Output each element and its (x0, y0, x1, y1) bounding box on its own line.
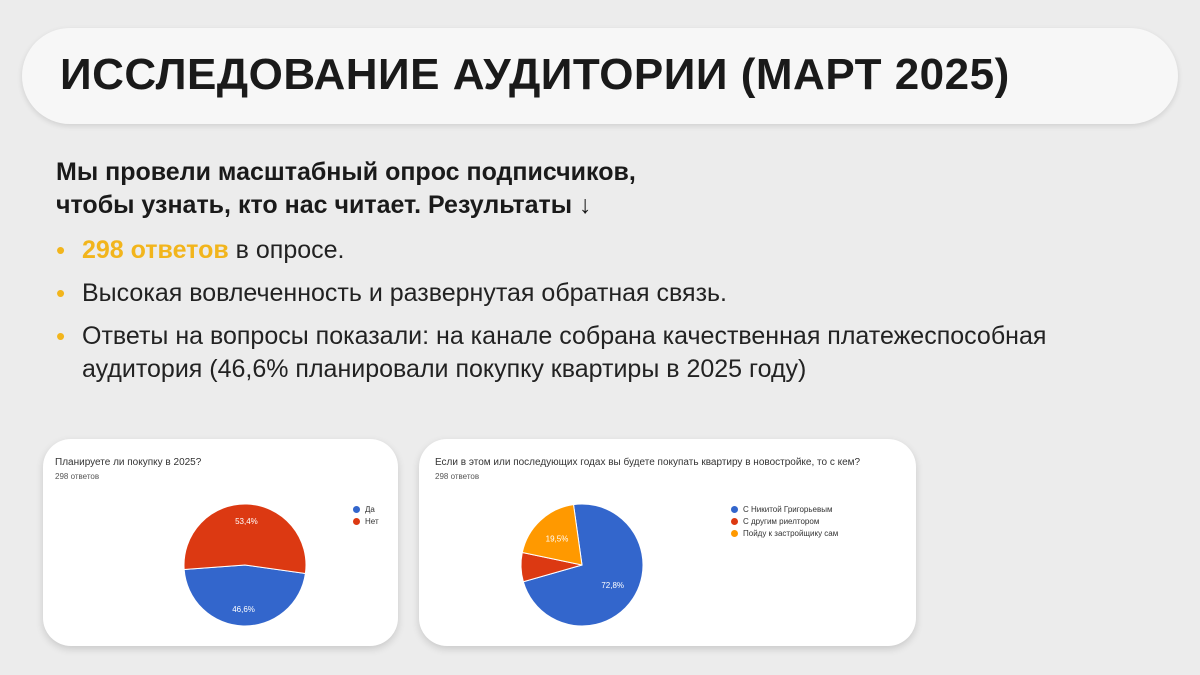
legend-dot (353, 506, 360, 513)
chart-card-realtor (419, 439, 916, 646)
legend-item (731, 515, 838, 527)
title-banner (22, 28, 1178, 124)
legend-label: Пойду к застройщику сам (743, 528, 839, 538)
intro-line-1: Мы провели масштабный опрос подписчиков, (56, 158, 636, 186)
chart1-subtitle: 298 ответов (55, 472, 100, 481)
responses-highlight: 298 ответов (82, 236, 229, 264)
legend-label: Да (365, 504, 375, 514)
legend-item (353, 503, 379, 515)
chart-card-purchase (43, 439, 398, 646)
chart1-pie (43, 439, 398, 646)
legend-item (353, 515, 379, 527)
page-title: ИССЛЕДОВАНИЕ АУДИТОРИИ (МАРТ 2025) (60, 50, 1010, 99)
pie-slice-label: 72,8% (601, 580, 625, 590)
responses-text: в опросе. (228, 236, 345, 264)
pie-slice (184, 565, 305, 626)
bullet-audience: • Ответы на вопросы показали: на канале собрана качественная платежеспособная аудитория (46,6% планировали покупку квартиры в 2025 году) (56, 320, 1166, 386)
chart2-title: Если в этом или последующих годах вы будете покупать квартиру в новостройке, то с кем? (435, 457, 861, 468)
chart1-legend (353, 503, 379, 527)
pie-slice-label: 53,4% (235, 517, 258, 527)
chart2-subtitle: 298 ответов (435, 472, 480, 481)
legend-dot (731, 530, 738, 537)
bullet-engagement: • Высокая вовлеченность и развернутая обратная связь. (56, 277, 1166, 310)
pie-slice-label: 19,5% (545, 534, 569, 544)
legend-item (731, 503, 838, 515)
legend-dot (731, 506, 738, 513)
legend-label: С другим риелтором (743, 516, 820, 526)
legend-item (731, 527, 838, 539)
results-list (56, 234, 1166, 396)
legend-dot (353, 518, 360, 525)
legend-label: Нет (365, 516, 379, 526)
legend-dot (731, 518, 738, 525)
pie-slice (184, 504, 306, 573)
pie-slice-label: 46,6% (232, 604, 255, 614)
chart1-title: Планируете ли покупку в 2025? (55, 457, 202, 468)
legend-label: С Никитой Григорьевым (743, 504, 833, 514)
intro-line-2: чтобы узнать, кто нас читает. Результаты ↓ (56, 191, 592, 219)
chart2-legend (731, 503, 838, 539)
bullet-responses (56, 234, 1166, 267)
intro-text (56, 156, 636, 222)
chart2-pie (419, 439, 916, 646)
